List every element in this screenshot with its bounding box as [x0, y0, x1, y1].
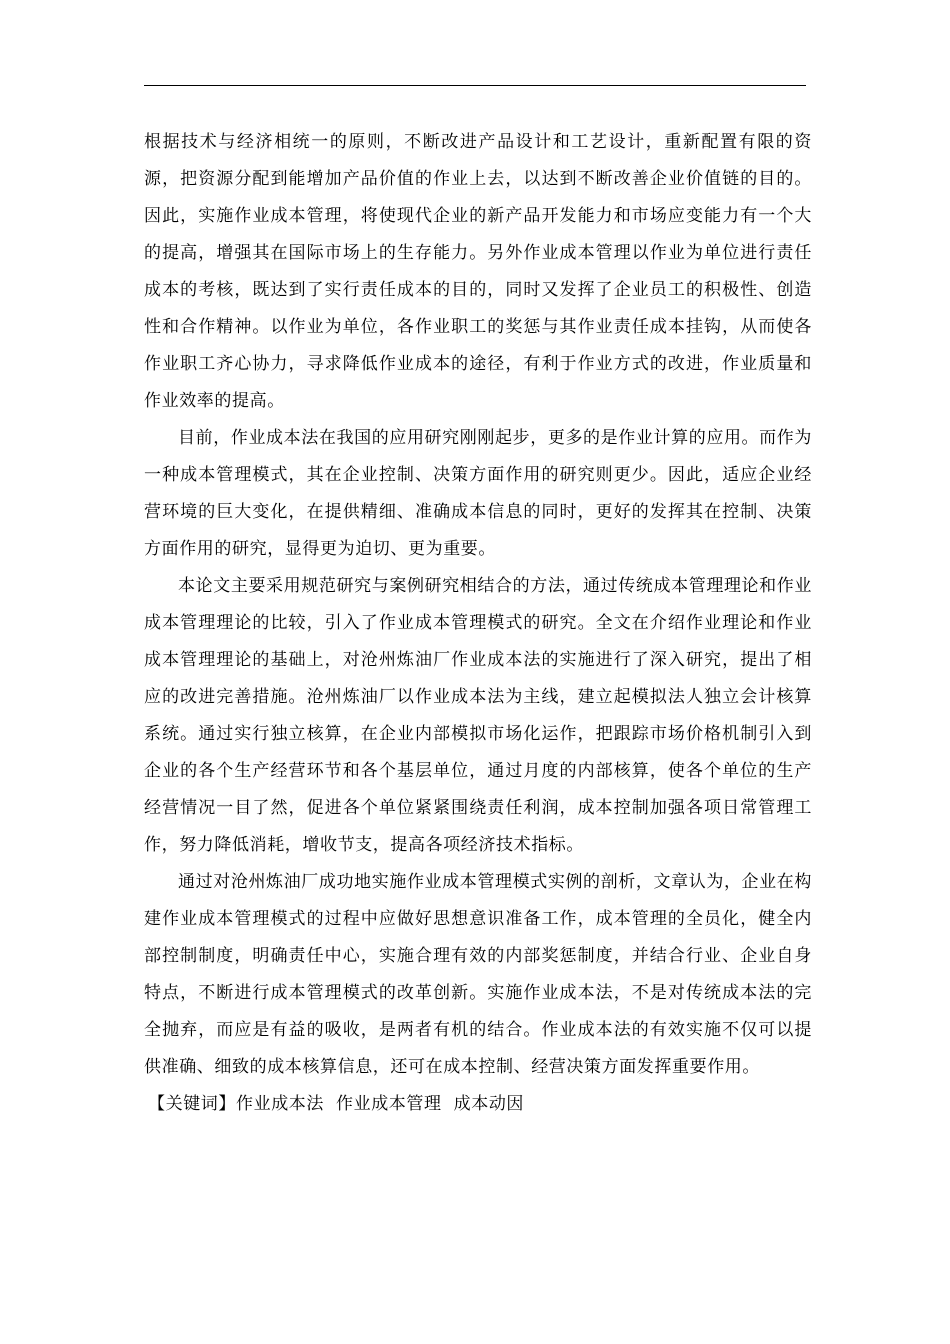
paragraph-continuation: 根据技术与经济相统一的原则，不断改进产品设计和工艺设计，重新配置有限的资源，把资源分配到能增加产品价值的作业上去，以达到不断改善企业价值链的目的。因此，实施作业成本管理，将使现代企业的新产品开发能力和市场应变能力有一个大的提高，增强其在国际市场上的生存能力。另外作业成本管理以作业为单位进行责任成本的考核，既达到了实行责任成本的目的，同时又发挥了企业员工的积极性、创造性和合作精神。以作业为单位，各作业职工的奖惩与其作业责任成本挂钩，从而使各作业职工齐心协力，寻求降低作业成本的途径，有利于作业方式的改进，作业质量和作业效率的提高。 [144, 132, 812, 411]
paragraph-research-status: 目前，作业成本法在我国的应用研究刚刚起步，更多的是作业计算的应用。而作为一种成本管理模式，其在企业控制、决策方面作用的研究则更少。因此，适应企业经营环境的巨大变化，在提供精细、准确成本信息的同时，更好的发挥其在控制、决策方面作用的研究，显得更为迫切、更为重要。 [144, 428, 812, 559]
keywords-line [148, 1086, 812, 1123]
header-rule [144, 85, 806, 86]
keywords-label: 【关键词】 [148, 1094, 236, 1114]
paragraph-conclusion: 通过对沧州炼油厂成功地实施作业成本管理模式实例的剖析，文章认为，企业在构建作业成本管理模式的过程中应做好思想意识准备工作，成本管理的全员化，健全内部控制制度，明确责任中心，实施合理有效的内部奖惩制度，并结合行业、企业自身特点，不断进行成本管理模式的改革创新。实施作业成本法，不是对传统成本法的完全抛弃，而应是有益的吸收，是两者有机的结合。作业成本法的有效实施不仅可以提供准确、细致的成本核算信息，还可在成本控制、经营决策方面发挥重要作用。 [144, 872, 812, 1077]
paragraph-method: 本论文主要采用规范研究与案例研究相结合的方法，通过传统成本管理理论和作业成本管理理论的比较，引入了作业成本管理模式的研究。全文在介绍作业理论和作业成本管理理论的基础上，对沧州炼油厂作业成本法的实施进行了深入研究，提出了相应的改进完善措施。沧州炼油厂以作业成本法为主线，建立起模拟法人独立会计核算系统。通过实行独立核算，在企业内部模拟市场化运作，把跟踪市场价格机制引入到企业的各个生产经营环节和各个基层单位，通过月度的内部核算，使各个单位的生产经营情况一目了然，促进各个单位紧紧围绕责任利润，成本控制加强各项日常管理工作，努力降低消耗，增收节支，提高各项经济技术指标。 [144, 576, 812, 855]
document-body [144, 124, 812, 1123]
keywords-terms: 作业成本法 作业成本管理 成本动因 [236, 1094, 525, 1114]
